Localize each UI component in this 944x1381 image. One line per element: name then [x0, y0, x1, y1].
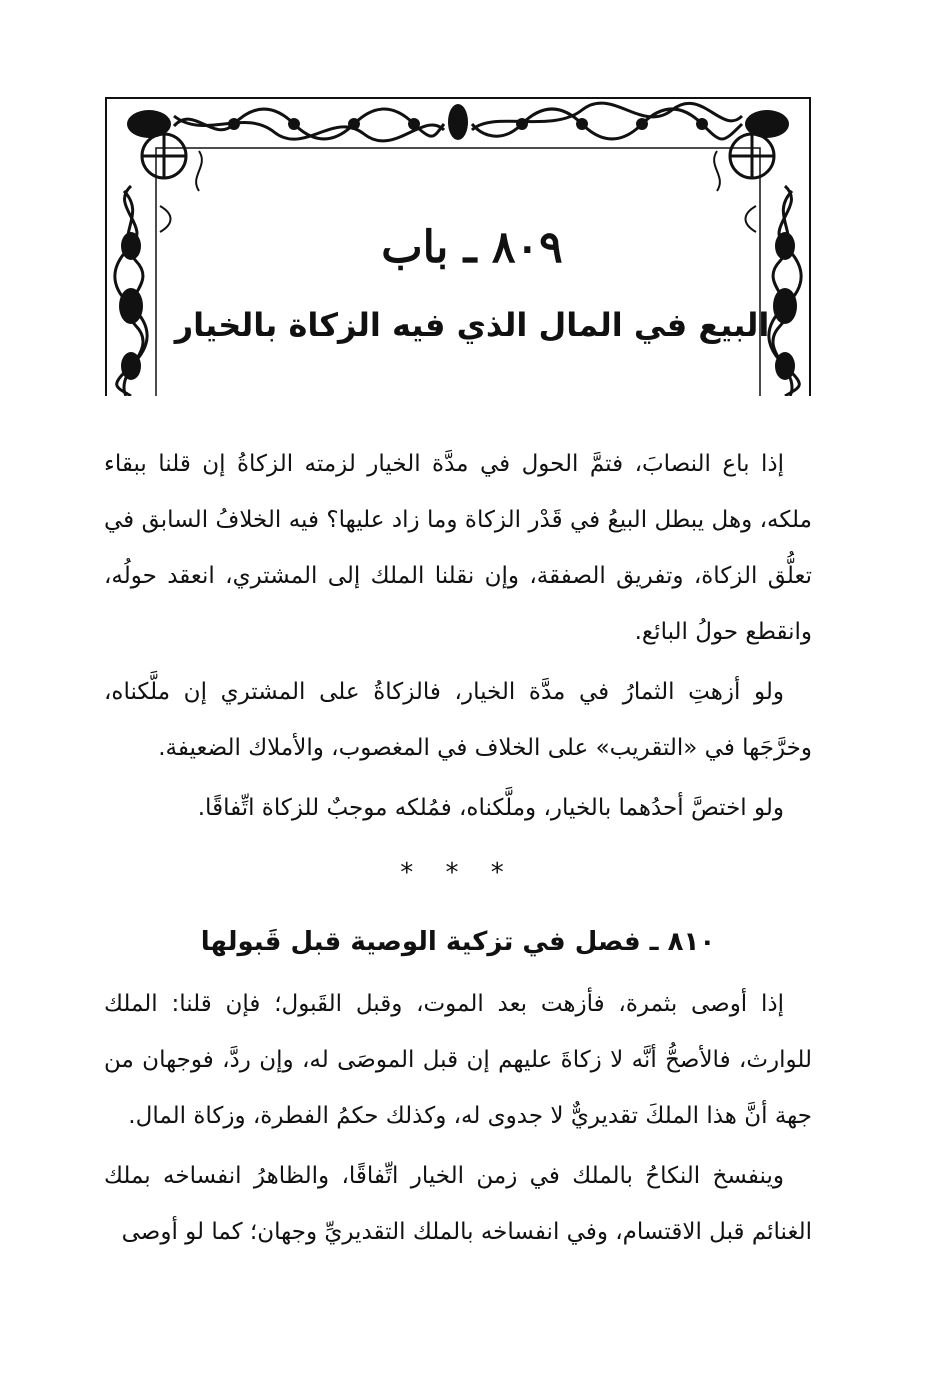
chapter-title: البيع في المال الذي فيه الزكاة بالخيار [174, 306, 770, 344]
section-separator: * * * [400, 858, 516, 888]
section-heading: ٨١٠ ـ فصل في تزكية الوصية قبل قَبولها [200, 927, 716, 957]
paragraph: إذا أوصى بثمرة، فأزهت بعد الموت، وقبل القَبول؛ فإن قلنا: الملك للوارث، فالأصحُّ أنَّه لا زكاةَ عليهم إن قبل الموصَى له، وإن ردَّ، فوجهان من جهة أنَّ هذا الملكَ تقديريٌّ لا جدوى له، وكذلك حكمُ الفطرة، وزكاة المال. [104, 991, 812, 1129]
paragraph: إذا باع النصابَ، فتمَّ الحول في مدَّة الخيار لزمته الزكاةُ إن قلنا ببقاء ملكه، وهل يبطل البيعُ في قَدْر الزكاة وما زاد عليها؟ فيه الخلافُ السابق في تعلُّق الزكاة، وتفريق الصفقة، وإن نقلنا الملك إلى المشتري، انعقد حولُه، وانقطع حولُ البائع. [104, 451, 812, 645]
paragraph: ولو أزهتِ الثمارُ في مدَّة الخيار، فالزكاةُ على المشتري إن ملَّكناه، وخرَّجَها في «التقريب» على الخلاف في المغصوب، والأملاك الضعيفة. [104, 679, 812, 761]
paragraph: ولو اختصَّ أحدُهما بالخيار، وملَّكناه، فمُلكه موجبٌ للزكاة اتِّفاقًا. [197, 795, 784, 821]
page-body [104, 436, 812, 1260]
chapter-number: ٨٠٩ ـ باب [381, 222, 563, 273]
paragraph: وينفسخ النكاحُ بالملك في زمن الخيار اتِّفاقًا، والظاهرُ انفساخه بملك الغنائم قبل الاقتسام، وفي انفساخه بالملك التقديريِّ وجهان؛ كما لو أوصى [104, 1163, 812, 1245]
